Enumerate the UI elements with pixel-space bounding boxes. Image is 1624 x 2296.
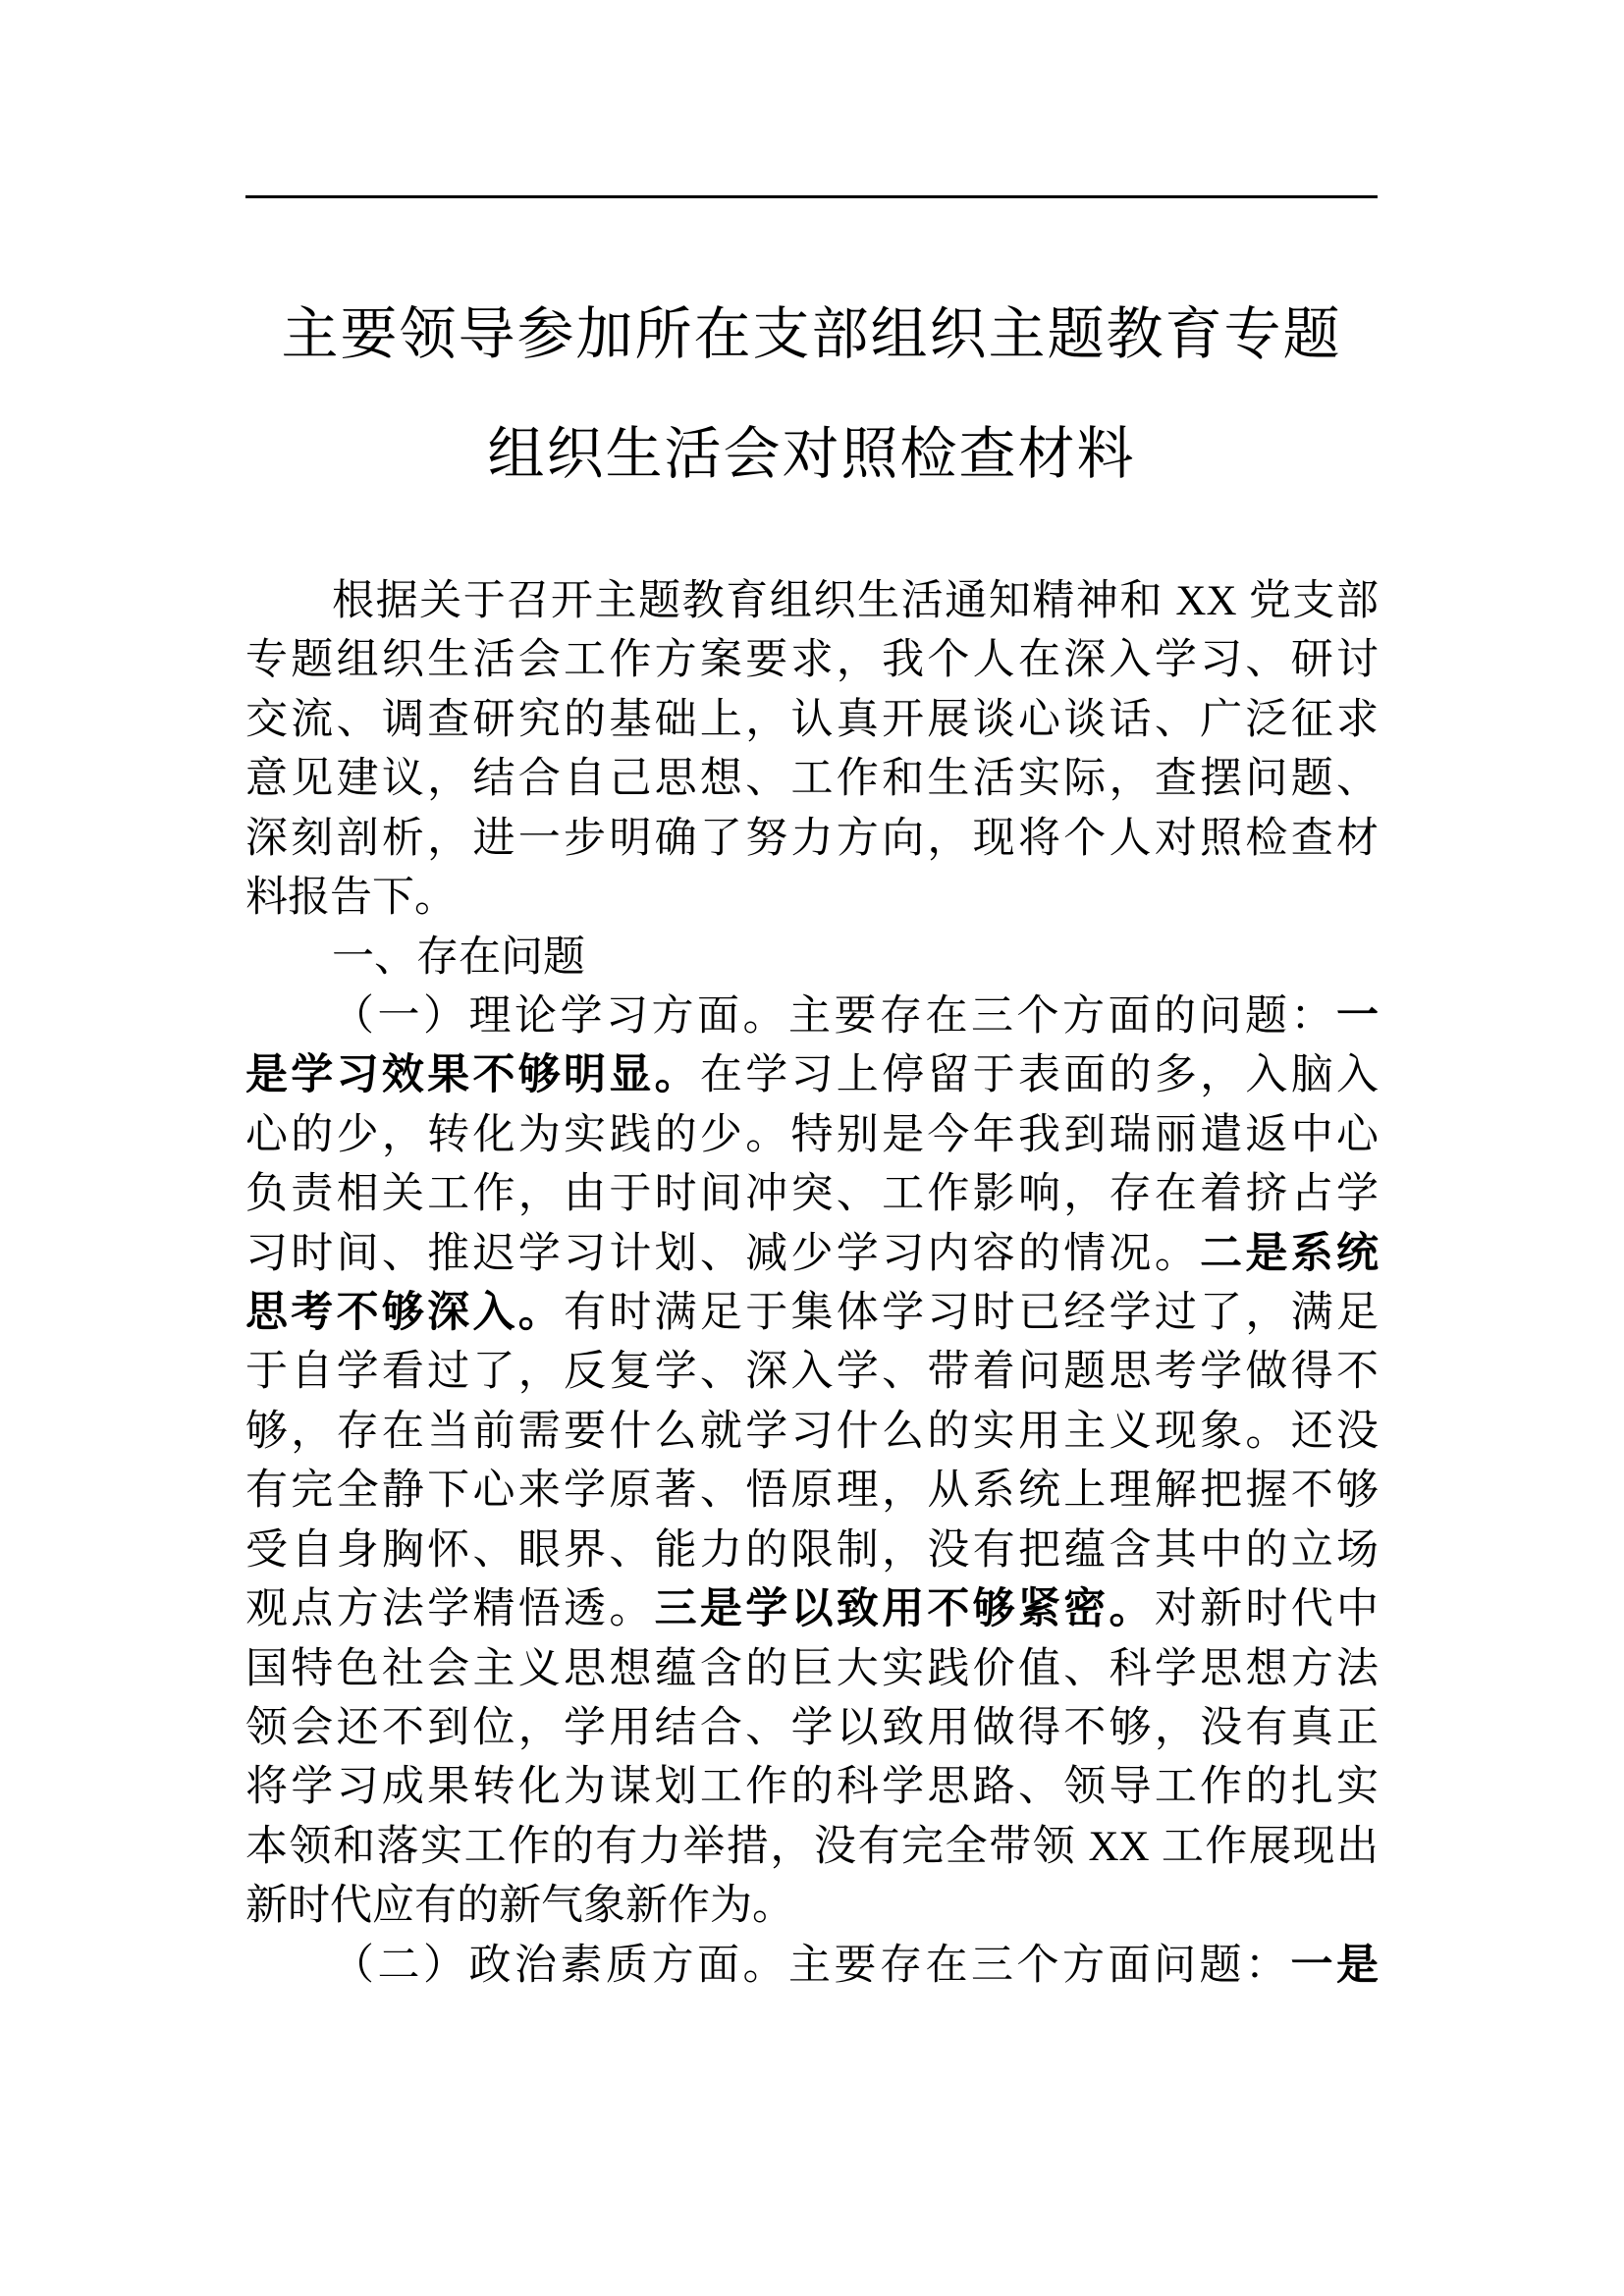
- text-segment: 够，存在当前需要什么就学习什么的实用主义现象。还没: [245, 1406, 1379, 1456]
- text-segment: XX: [1164, 578, 1249, 624]
- bold-text-segment: 一是: [1290, 1940, 1379, 1990]
- text-segment: 料报告下。: [245, 873, 457, 923]
- text-segment: 交流、调查研究的基础上，认真开展谈心谈话、广泛征求: [245, 694, 1379, 744]
- bold-text-segment: 是学习效果不够明显。: [245, 1050, 700, 1100]
- text-segment: 于自学看过了，反复学、深入学、带着问题思考学做得不: [245, 1347, 1379, 1397]
- bold-text-segment: 二是系统: [1200, 1228, 1380, 1278]
- paragraph-line: [245, 1639, 1379, 1698]
- text-segment: 有时满足于集体学习时已经学过了，满足: [564, 1288, 1380, 1338]
- text-segment: 一、存在问题: [332, 932, 585, 982]
- text-segment: 在学习上停留于表面的多，入脑入: [699, 1050, 1380, 1100]
- paragraph-line: [245, 1224, 1379, 1283]
- text-segment: 专题组织生活会工作方案要求，我个人在深入学习、研讨: [245, 635, 1379, 685]
- text-segment: 领会还不到位，学用结合、学以致用做得不够，没有真正: [245, 1703, 1379, 1753]
- paragraph-line: [245, 1283, 1379, 1342]
- paragraph-line: [245, 868, 1379, 927]
- document-title-line-1: 主要领导参加所在支部组织主题教育专题: [281, 300, 1342, 367]
- paragraph-line: [245, 1045, 1379, 1104]
- text-segment: 受自身胸怀、眼界、能力的限制，没有把蕴含其中的立场: [245, 1524, 1379, 1575]
- paragraph-line: [245, 928, 1379, 987]
- text-segment: 工作展现出: [1161, 1821, 1380, 1871]
- paragraph-line: [245, 1342, 1379, 1401]
- bold-text-segment: 思考不够深入。: [245, 1288, 565, 1338]
- text-segment: 根据关于召开主题教育组织生活通知精神和: [332, 576, 1164, 625]
- paragraph-line: [245, 1164, 1379, 1223]
- text-segment: 国特色社会主义思想蕴含的巨大实践价值、科学思想方法: [245, 1643, 1379, 1693]
- paragraph-line: [245, 1402, 1379, 1461]
- text-segment: 党支部: [1248, 576, 1380, 625]
- text-segment: 有完全静下心来学原著、悟原理，从系统上理解把握不够: [245, 1466, 1379, 1516]
- paragraph-line: [245, 1757, 1379, 1816]
- bold-text-segment: 一: [1336, 990, 1379, 1041]
- document-body: [245, 571, 1379, 1995]
- text-segment: 将学习成果转化为谋划工作的科学思路、领导工作的扎实: [245, 1762, 1379, 1812]
- paragraph-line: [245, 630, 1379, 689]
- paragraph-line: [245, 690, 1379, 749]
- text-segment: 深刻剖析，进一步明确了努力方向，现将个人对照检查材: [245, 813, 1379, 863]
- paragraph-line: [245, 987, 1379, 1045]
- paragraph-line: [245, 1461, 1379, 1520]
- text-segment: 负责相关工作，由于时间冲突、工作影响，存在着挤占学: [245, 1169, 1379, 1219]
- paragraph-line: [245, 571, 1379, 630]
- paragraph-line: [245, 1105, 1379, 1164]
- text-segment: XX: [1076, 1823, 1162, 1870]
- paragraph-line: [245, 1876, 1379, 1935]
- text-segment: 对新时代中: [1154, 1584, 1380, 1634]
- paragraph-line: [245, 809, 1379, 868]
- text-segment: 习时间、推迟学习计划、减少学习内容的情况。: [245, 1228, 1201, 1278]
- text-segment: 本领和落实工作的有力举措，没有完全带领: [245, 1821, 1077, 1871]
- text-segment: （一）理论学习方面。主要存在三个方面的问题：: [332, 990, 1336, 1041]
- header-rule: [245, 195, 1378, 198]
- paragraph-line: [245, 1817, 1379, 1876]
- bold-text-segment: 三是学以致用不够紧密。: [654, 1584, 1155, 1634]
- text-segment: 意见建议，结合自己思想、工作和生活实际，查摆问题、: [245, 754, 1379, 804]
- document-title-line-2: 组织生活会对照检查材料: [487, 420, 1136, 487]
- text-segment: 新时代应有的新气象新作为。: [245, 1881, 794, 1931]
- paragraph-line: [245, 1698, 1379, 1757]
- paragraph-line: [245, 749, 1379, 808]
- paragraph-line: [245, 1521, 1379, 1579]
- paragraph-line: [245, 1936, 1379, 1995]
- text-segment: 观点方法学精悟透。: [245, 1584, 655, 1634]
- text-segment: （二）政治素质方面。主要存在三个方面问题：: [332, 1940, 1291, 1990]
- paragraph-line: [245, 1579, 1379, 1638]
- text-segment: 心的少，转化为实践的少。特别是今年我到瑞丽遣返中心: [245, 1109, 1379, 1159]
